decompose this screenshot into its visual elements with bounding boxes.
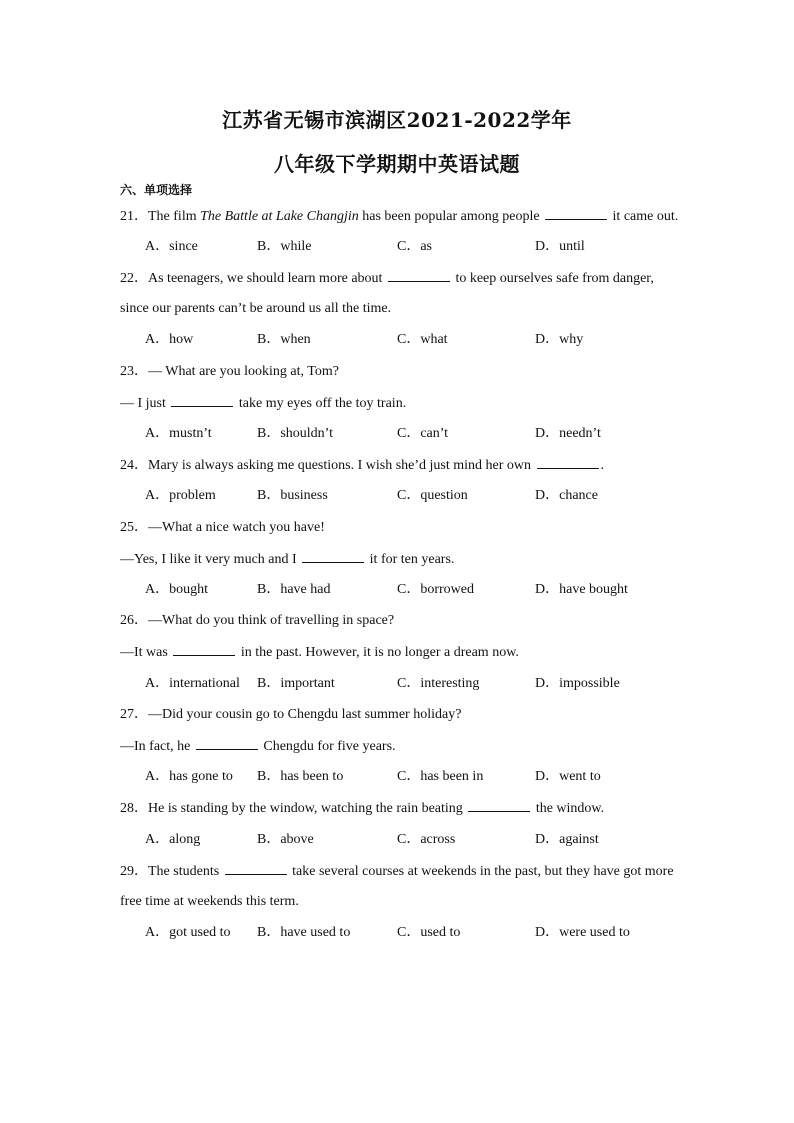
title-line-1: 江苏省无锡市滨湖区2021-2022学年	[222, 108, 572, 132]
option-d: D．have bought	[535, 582, 628, 597]
option-c: C．can’t	[397, 426, 449, 441]
question-27-stem: 27．—Did your cousin go to Chengdu last summer holiday?	[120, 707, 462, 722]
answer-blank	[171, 394, 233, 407]
option-a: A．along	[145, 832, 201, 847]
option-b: B．while	[257, 239, 312, 254]
option-c: C．interesting	[397, 676, 480, 691]
option-d: D．went to	[535, 769, 601, 784]
question-23-stem-line-2: — I just take my eyes off the toy train.	[120, 396, 407, 411]
question-27-stem-line-2: —In fact, he Chengdu for five years.	[120, 739, 396, 754]
option-b: B．important	[257, 676, 335, 691]
option-b: B．shouldn’t	[257, 426, 333, 441]
option-d: D．were used to	[535, 925, 630, 940]
option-b: B．has been to	[257, 769, 344, 784]
title-line-2: 八年级下学期期中英语试题	[274, 152, 520, 176]
question-29-stem: 29．The students take several courses at weekends in the past, but they have got more	[120, 864, 674, 879]
option-b: B．business	[257, 488, 328, 503]
question-28-stem: 28．He is standing by the window, watching the rain beating the window.	[120, 801, 605, 816]
option-a: A．since	[145, 239, 198, 254]
option-b: B．when	[257, 332, 311, 347]
option-a: A．got used to	[145, 925, 231, 940]
answer-blank	[302, 550, 364, 563]
option-b: B．have had	[257, 582, 331, 597]
option-d: D．impossible	[535, 676, 620, 691]
question-23-stem: 23．— What are you looking at, Tom?	[120, 364, 339, 379]
option-a: A．problem	[145, 488, 216, 503]
answer-blank	[173, 643, 235, 656]
question-25-stem-line-2: —Yes, I like it very much and I it for ten years.	[120, 552, 455, 567]
option-c: C．as	[397, 239, 432, 254]
option-a: A．mustn’t	[145, 426, 212, 441]
answer-blank	[468, 799, 530, 812]
section-heading: 六、单项选择	[120, 183, 193, 197]
question-26-stem: 26．—What do you think of travelling in space?	[120, 613, 395, 628]
question-24-stem: 24．Mary is always asking me questions. I wish she’d just mind her own .	[120, 458, 605, 473]
option-c: C．what	[397, 332, 448, 347]
question-25-stem: 25．—What a nice watch you have!	[120, 520, 325, 535]
option-a: A．international	[145, 676, 240, 691]
question-22-stem: 22．As teenagers, we should learn more about to keep ourselves safe from danger,	[120, 271, 654, 286]
answer-blank	[196, 737, 258, 750]
question-29-stem-line-2: free time at weekends this term.	[120, 894, 299, 909]
option-a: A．bought	[145, 582, 208, 597]
question-22-stem-line-2: since our parents can’t be around us all the time.	[120, 301, 392, 316]
question-26-stem-line-2: —It was in the past. However, it is no longer a dream now.	[120, 645, 519, 660]
option-d: D．chance	[535, 488, 598, 503]
option-d: D．against	[535, 832, 599, 847]
option-c: C．borrowed	[397, 582, 474, 597]
option-c: C．across	[397, 832, 456, 847]
option-c: C．question	[397, 488, 468, 503]
option-d: D．needn’t	[535, 426, 601, 441]
option-d: D．until	[535, 239, 585, 254]
option-c: C．used to	[397, 925, 461, 940]
option-a: A．how	[145, 332, 194, 347]
option-c: C．has been in	[397, 769, 484, 784]
option-d: D．why	[535, 332, 584, 347]
option-a: A．has gone to	[145, 769, 233, 784]
option-b: B．have used to	[257, 925, 351, 940]
answer-blank	[545, 207, 607, 220]
answer-blank	[225, 862, 287, 875]
option-b: B．above	[257, 832, 314, 847]
answer-blank	[388, 269, 450, 282]
answer-blank	[537, 456, 599, 469]
question-21-stem: 21．The film The Battle at Lake Changjin has been popular among people it came out.	[120, 209, 679, 224]
